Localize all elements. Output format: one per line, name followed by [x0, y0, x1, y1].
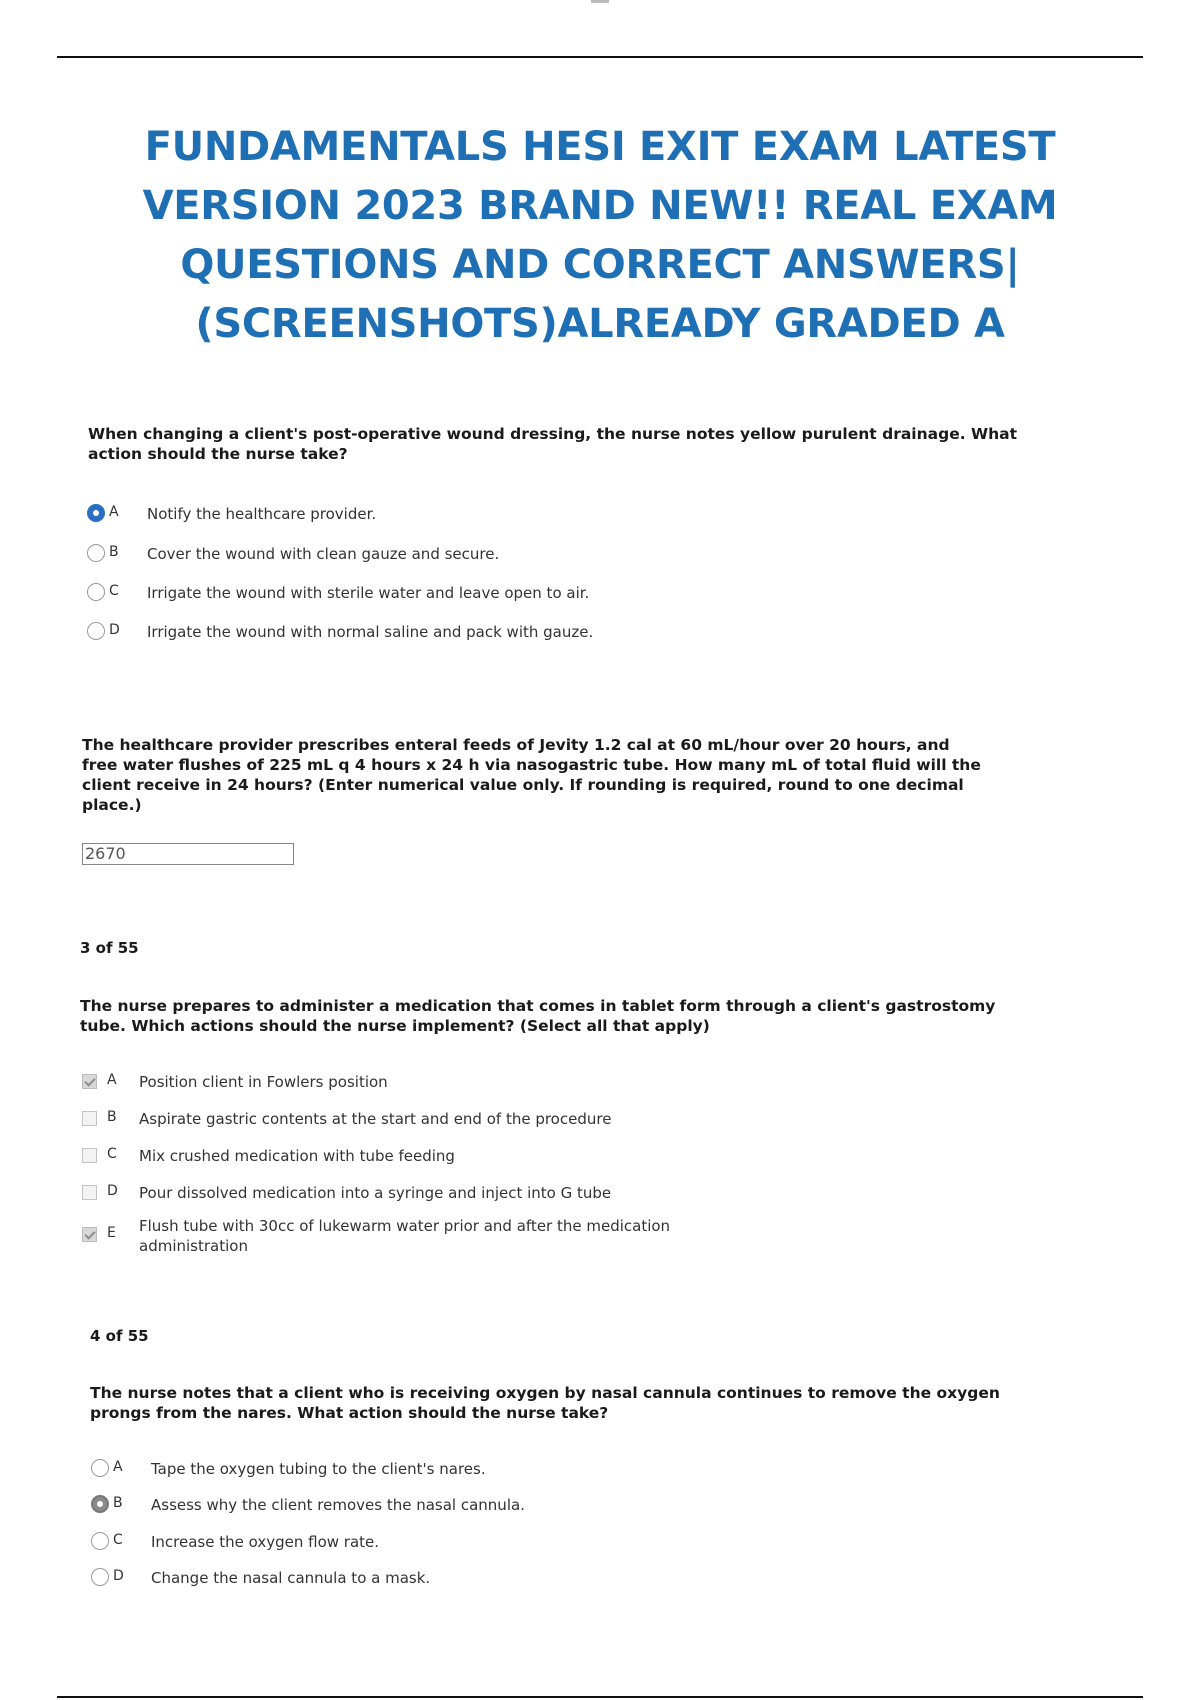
radio[interactable]	[91, 1459, 109, 1477]
q3-option-c[interactable]	[82, 1146, 455, 1166]
option-letter: C	[113, 1532, 123, 1548]
option-letter: B	[107, 1109, 117, 1125]
radio[interactable]	[87, 544, 105, 562]
q3-option-d[interactable]	[82, 1183, 611, 1203]
radio-selected[interactable]	[91, 1495, 109, 1513]
option-text: Position client in Fowlers position	[139, 1073, 388, 1091]
q4-option-c[interactable]	[91, 1532, 379, 1552]
option-letter: B	[113, 1495, 123, 1511]
q4-option-b[interactable]	[91, 1495, 525, 1515]
numeric-answer-input[interactable]: 2670	[82, 843, 294, 865]
question-3-text: The nurse prepares to administer a medication that comes in tablet form through a client's gastrostomy tube. Which actions should the nurse implement? (Select all that apply)	[80, 997, 996, 1035]
q4-option-a[interactable]	[91, 1459, 486, 1479]
option-letter: A	[109, 504, 119, 520]
option-text: Assess why the client removes the nasal cannula.	[151, 1496, 525, 1514]
option-letter: A	[113, 1459, 123, 1475]
option-letter: E	[107, 1225, 116, 1241]
question-2	[82, 735, 982, 815]
q1-option-d[interactable]	[87, 622, 593, 642]
radio[interactable]	[87, 583, 105, 601]
question-counter: 4 of 55	[90, 1327, 149, 1345]
checkbox-checked[interactable]	[82, 1074, 97, 1089]
option-text-block	[139, 1216, 670, 1256]
q3-option-e[interactable]	[82, 1216, 670, 1256]
option-text: Cover the wound with clean gauze and secure.	[147, 545, 500, 563]
option-letter: D	[113, 1568, 124, 1584]
question-4	[90, 1383, 1010, 1423]
q3-option-a[interactable]	[82, 1072, 388, 1092]
checkbox[interactable]	[82, 1185, 97, 1200]
question-1	[88, 424, 1048, 464]
option-text: Increase the oxygen flow rate.	[151, 1533, 380, 1551]
q1-option-c[interactable]	[87, 583, 589, 603]
top-rule	[57, 56, 1143, 58]
option-letter: A	[107, 1072, 117, 1088]
option-text: Irrigate the wound with sterile water and leave open to air.	[147, 584, 590, 602]
bottom-rule	[57, 1696, 1143, 1698]
checkbox[interactable]	[82, 1111, 97, 1126]
question-4-text: The nurse notes that a client who is receiving oxygen by nasal cannula continues to remove the oxygen prongs from the nares. What action should the nurse take?	[90, 1384, 1000, 1422]
radio[interactable]	[91, 1532, 109, 1550]
option-text: Tape the oxygen tubing to the client's nares.	[151, 1460, 486, 1478]
option-text: Mix crushed medication with tube feeding	[139, 1147, 455, 1165]
question-counter: 3 of 55	[80, 939, 139, 957]
question-3	[80, 996, 1000, 1036]
q1-option-b[interactable]	[87, 544, 499, 564]
option-letter: D	[109, 622, 120, 638]
option-text: Pour dissolved medication into a syringe and inject into G tube	[139, 1184, 612, 1202]
option-text: Change the nasal cannula to a mask.	[151, 1569, 431, 1587]
document-title: FUNDAMENTALS HESI EXIT EXAM LATEST VERSION 2023 BRAND NEW!! REAL EXAM QUESTIONS AND CORRECT ANSWERS|(SCREENSHOTS)ALREADY GRADED A	[142, 124, 1058, 347]
radio-selected[interactable]	[87, 504, 105, 522]
q3-option-b[interactable]	[82, 1109, 611, 1129]
checkbox[interactable]	[82, 1148, 97, 1163]
checkbox-checked[interactable]	[82, 1227, 97, 1242]
question-1-text: When changing a client's post-operative wound dressing, the nurse notes yellow purulent drainage. What action should the nurse take?	[88, 425, 1017, 463]
option-text: Aspirate gastric contents at the start and end of the procedure	[139, 1110, 612, 1128]
radio[interactable]	[87, 622, 105, 640]
q4-option-d[interactable]	[91, 1568, 430, 1588]
page-top-mark	[591, 0, 609, 3]
option-text: Flush tube with 30cc of lukewarm water prior and after the medication	[139, 1217, 671, 1235]
option-text: Notify the healthcare provider.	[147, 505, 377, 523]
option-letter: C	[109, 583, 119, 599]
option-text-continued: administration	[139, 1237, 248, 1255]
question-2-text: The healthcare provider prescribes enteral feeds of Jevity 1.2 cal at 60 mL/hour over 20 hours, and free water flushes of 225 mL q 4 hours x 24 h via nasogastric tube. How many mL of total fluid will the client receive in 24 hours? (Enter numerical value only. If rounding is required, round to one decimal place.)	[82, 736, 981, 814]
q1-option-a[interactable]	[87, 504, 376, 524]
radio[interactable]	[91, 1568, 109, 1586]
option-letter: D	[107, 1183, 118, 1199]
option-text: Irrigate the wound with normal saline and pack with gauze.	[147, 623, 594, 641]
option-letter: C	[107, 1146, 117, 1162]
option-letter: B	[109, 544, 119, 560]
